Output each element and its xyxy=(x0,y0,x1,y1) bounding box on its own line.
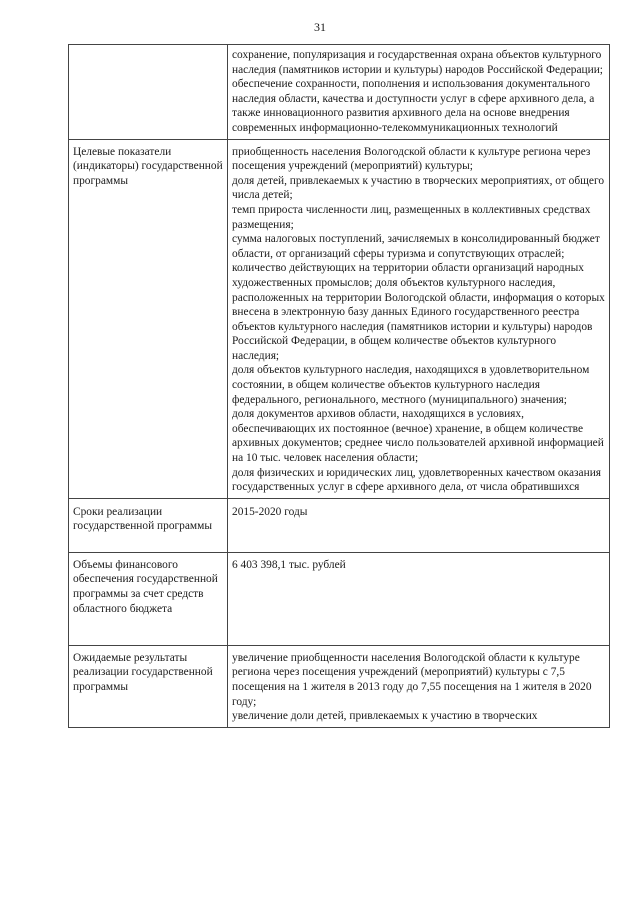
row-label: Целевые показатели (индикаторы) государственной программы xyxy=(69,139,228,498)
program-passport-table xyxy=(68,44,610,728)
indicator-paragraph: доля физических и юридических лиц, удовлетворенных качеством оказания государственных услуг в сфере архивного дела, от числа обратившихся xyxy=(232,466,602,494)
funding-value: 6 403 398,1 тыс. рублей xyxy=(232,558,346,571)
period-value: 2015-2020 годы xyxy=(232,505,308,518)
result-paragraph: увеличение доли детей, привлекаемых к участию в творческих xyxy=(232,710,538,723)
row-label: Ожидаемые результаты реализации государственной программы xyxy=(69,645,228,727)
table-row-expected-results xyxy=(69,645,610,727)
row-content xyxy=(228,645,610,727)
table-row-target-indicators xyxy=(69,139,610,498)
indicator-paragraph: доля документов архивов области, находящихся в условиях, обеспечивающих их постоянное (вечное) хранение, в общем количестве архивных документов; среднее число пользователей архивной информацией на 10 тыс. человек населения области; xyxy=(232,408,604,465)
indicator-paragraph: доля детей, привлекаемых к участию в творческих мероприятиях, от общего числа детей; xyxy=(232,174,605,202)
indicator-paragraph: доля объектов культурного наследия, находящихся в удовлетворительном состоянии, в общем количестве объектов культурного наследия федерального, регионального, местного (муниципального) значения; xyxy=(232,364,590,406)
table-row-implementation-period xyxy=(69,498,610,552)
indicator-paragraph: приобщенность населения Вологодской области к культуре региона через посещения учреждений (мероприятий) культуры; xyxy=(232,145,591,173)
goal-paragraph: сохранение, популяризация и государственная охрана объектов культурного наследия (памятников истории и культуры) народов Российской Федерации; xyxy=(232,49,603,76)
row-content xyxy=(228,498,610,552)
row-content xyxy=(228,552,610,645)
table-row-funding-volume xyxy=(69,552,610,645)
row-content xyxy=(228,139,610,498)
table-row-goals-continuation xyxy=(69,45,610,140)
goal-paragraph: обеспечение сохранности, пополнения и использования документального наследия области, качества и доступности услуг в сфере архивного дела, а также инновационного развития архивного дела на основе внедрения современных информационно-телекоммуникационных технологий xyxy=(232,78,595,134)
indicator-paragraph: сумма налоговых поступлений, зачисляемых в консолидированный бюджет области, от организаций сферы туризма и сопутствующих отраслей; xyxy=(232,233,600,260)
indicator-paragraph: темп прироста численности лиц, размещенных в коллективных средствах размещения; xyxy=(232,203,591,231)
row-label xyxy=(69,45,228,140)
result-paragraph: увеличение приобщенности населения Вологодской области к культуре региона через посещения учреждений (мероприятий) культуры с 7,5 посещения на 1 жителя в 2013 году до 7,55 посещения на 1 жителя в 2020 году; xyxy=(232,651,592,708)
row-label: Сроки реализации государственной программы xyxy=(69,498,228,552)
row-label: Объемы финансового обеспечения государственной программы за счет средств областного бюджета xyxy=(69,552,228,645)
row-content xyxy=(228,45,610,140)
indicator-paragraph: количество действующих на территории области организаций народных художественных промыслов; доля объектов культурного наследия, расположенных на территории Вологодской области, информация о которых внесена в электронную базу данных Единого государственного реестра объектов культурного наследия (памятников истории и культуры) народов Российской Федерации, в общем количестве объектов культурного наследия; xyxy=(232,262,605,362)
page-number: 31 xyxy=(314,20,326,34)
